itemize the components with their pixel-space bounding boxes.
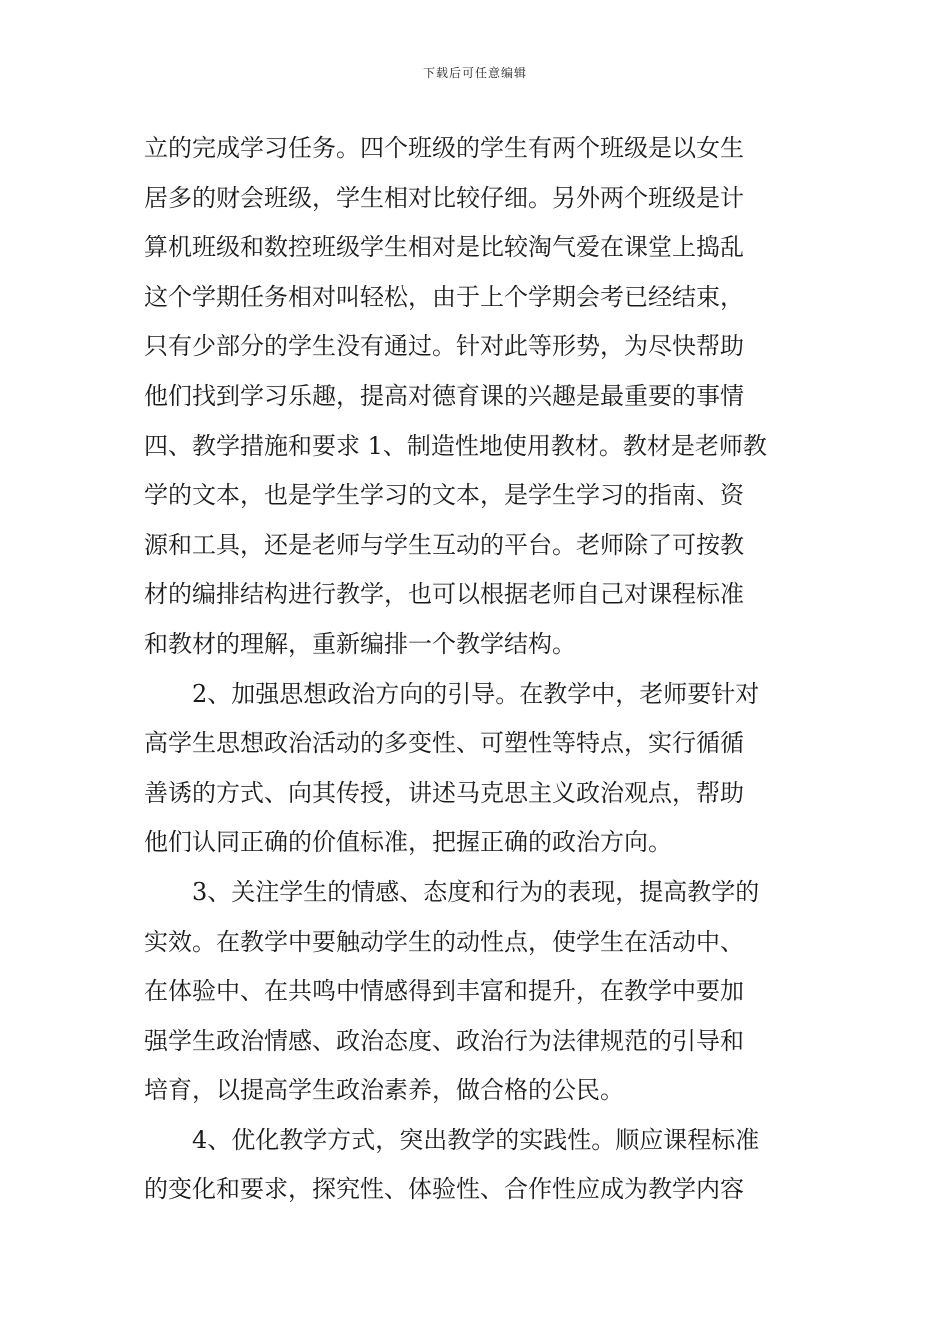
text-line: 实效。在教学中要触动学生的动性点，使学生在活动中、: [144, 927, 744, 956]
text-line: 善诱的方式、向其传授，讲述马克思主义政治观点，帮助: [144, 778, 744, 807]
text-line: 居多的财会班级，学生相对比较仔细。另外两个班级是计: [144, 183, 744, 212]
paragraph-start-line: 2、加强思想政治方向的引导。在教学中，老师要针对: [192, 679, 760, 708]
text-line: 这个学期任务相对叫轻松，由于上个学期会考已经结束，: [144, 282, 744, 311]
text-line: 培育，以提高学生政治素养，做合格的公民。: [144, 1076, 624, 1105]
text-line: 四、教学措施和要求 1、制造性地使用教材。教材是老师教: [144, 431, 767, 460]
text-line: 在体验中、在共鸣中情感得到丰富和提升，在教学中要加: [144, 977, 744, 1006]
text-line: 他们认同正确的价值标准，把握正确的政治方向。: [144, 828, 672, 857]
text-line: 算机班级和数控班级学生相对是比较淘气爱在课堂上捣乱: [144, 233, 744, 262]
text-line: 高学生思想政治活动的多变性、可塑性等特点，实行循循: [144, 729, 744, 758]
paragraph-start-line: 3、关注学生的情感、态度和行为的表现，提高教学的: [192, 877, 760, 906]
document-body: [144, 124, 808, 1215]
text-line: 和教材的理解，重新编排一个教学结构。: [144, 629, 576, 658]
text-line: 源和工具，还是老师与学生互动的平台。老师除了可按教: [144, 530, 744, 559]
text-line: 强学生政治情感、政治态度、政治行为法律规范的引导和: [144, 1026, 744, 1055]
page-header: 下载后可任意编辑: [422, 66, 527, 80]
text-line: 只有少部分的学生没有通过。针对此等形势，为尽快帮助: [144, 332, 744, 361]
text-line: 的变化和要求，探究性、体验性、合作性应成为教学内容: [144, 1175, 744, 1204]
text-line: 学的文本，也是学生学习的文本，是学生学习的指南、资: [144, 481, 744, 510]
paragraph-start-line: 4、优化教学方式，突出教学的实践性。顺应课程标准: [192, 1125, 760, 1154]
text-line: 他们找到学习乐趣，提高对德育课的兴趣是最重要的事情: [144, 381, 744, 410]
text-line: 材的编排结构进行教学，也可以根据老师自己对课程标准: [144, 580, 744, 609]
text-line: 立的完成学习任务。四个班级的学生有两个班级是以女生: [144, 134, 744, 162]
